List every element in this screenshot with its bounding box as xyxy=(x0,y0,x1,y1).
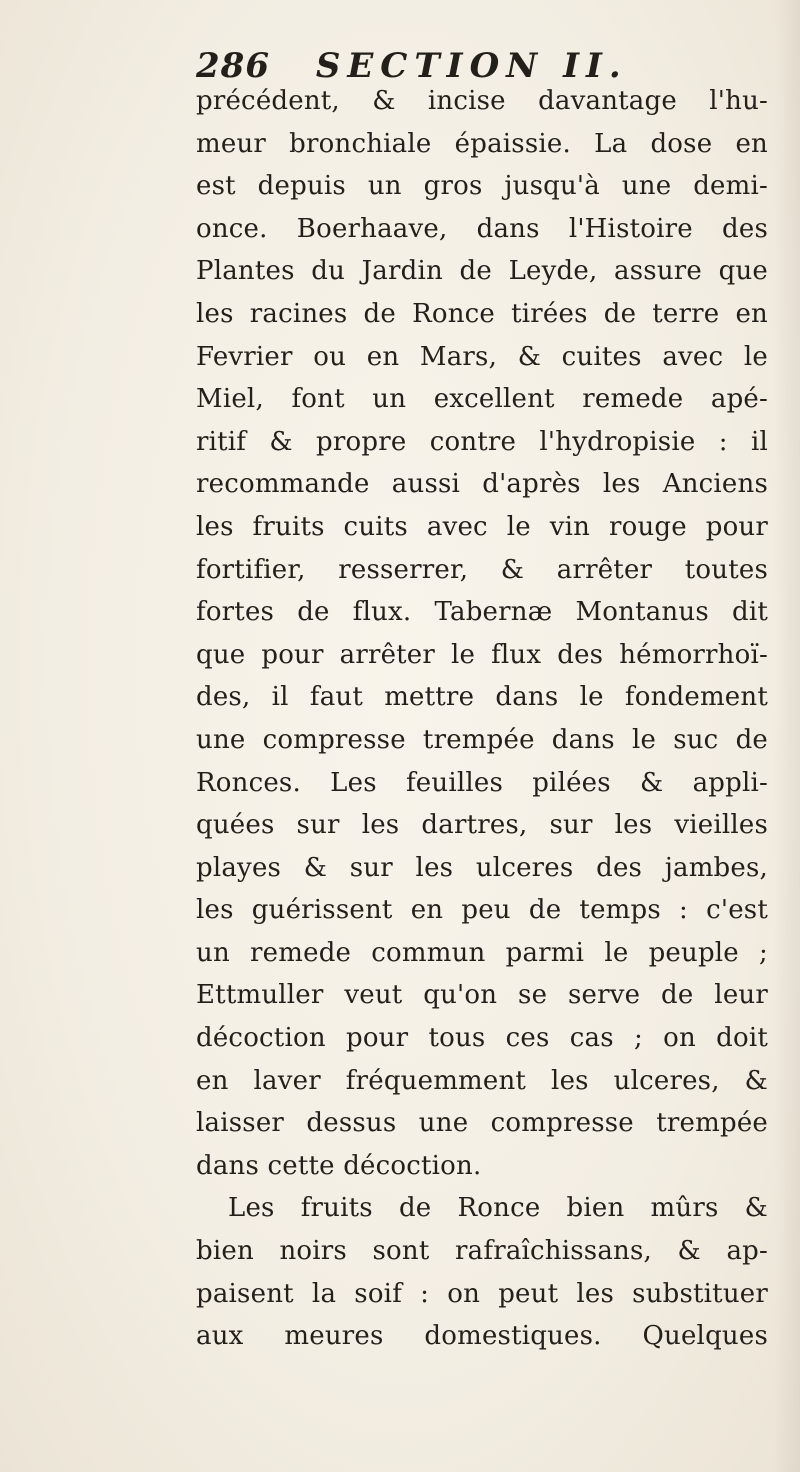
text-line: ritif & propre contre l'hydropisie : il xyxy=(196,426,768,457)
text-line: que pour arrêter le flux des hémorrhoï- xyxy=(196,639,768,670)
text-line: Ronces. Les feuilles pilées & appli- xyxy=(196,767,768,798)
text-line: les guérissent en peu de temps : c'est xyxy=(196,895,768,926)
text-line: recommande aussi d'après les Anciens xyxy=(196,469,768,500)
text-line: meur bronchiale épaissie. La dose en xyxy=(196,128,768,159)
text-line: Les fruits de Ronce bien mûrs & xyxy=(228,1193,768,1224)
text-line: aux meures domestiques. Quelques xyxy=(196,1321,768,1352)
text-line: une compresse trempée dans le suc de xyxy=(196,724,768,755)
text-line: playes & sur les ulceres des jambes, xyxy=(196,852,768,883)
text-line: des, il faut mettre dans le fondement xyxy=(196,682,768,713)
text-line: en laver fréquemment les ulceres, & xyxy=(196,1065,768,1096)
text-line: paisent la soif : on peut les substituer xyxy=(196,1278,768,1309)
body-text xyxy=(196,80,768,1358)
text-line: dans cette décoction. xyxy=(196,1150,482,1181)
text-line: les racines de Ronce tirées de terre en xyxy=(196,298,768,329)
text-line: fortifier, resserrer, & arrêter toutes xyxy=(196,554,768,585)
text-line: fortes de flux. Tabernæ Montanus dit xyxy=(196,597,768,628)
page-number: 286 xyxy=(196,46,270,86)
text-line: Fevrier ou en Mars, & cuites avec le xyxy=(196,341,768,372)
text-line: les fruits cuits avec le vin rouge pour xyxy=(196,511,768,542)
text-line: un remede commun parmi le peuple ; xyxy=(196,937,768,968)
text-line: précédent, & incise davantage l'hu- xyxy=(196,86,768,116)
text-line: est depuis un gros jusqu'à une demi- xyxy=(196,171,768,202)
text-line: Miel, font un excellent remede apé- xyxy=(196,384,768,415)
text-line: Plantes du Jardin de Leyde, assure que xyxy=(196,256,768,287)
text-line: décoction pour tous ces cas ; on doit xyxy=(196,1023,768,1054)
text-line: Ettmuller veut qu'on se serve de leur xyxy=(196,980,768,1011)
running-title: SECTION II. xyxy=(315,46,628,86)
text-line: once. Boerhaave, dans l'Histoire des xyxy=(196,213,768,244)
text-line: bien noirs sont rafraîchissans, & ap- xyxy=(196,1236,768,1267)
page-edge-shadow xyxy=(774,0,800,1472)
text-line: laisser dessus une compresse trempée xyxy=(196,1108,768,1139)
text-line: quées sur les dartres, sur les vieilles xyxy=(196,810,768,841)
